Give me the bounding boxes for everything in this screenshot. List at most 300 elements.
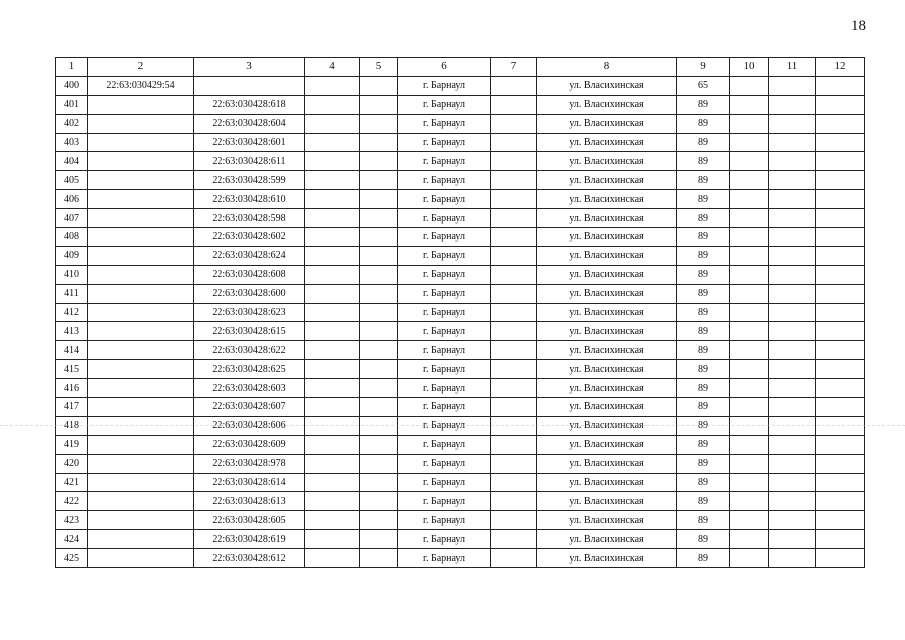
street-cell: ул. Власихинская — [537, 152, 677, 171]
land-cadastral-number-cell — [88, 284, 194, 303]
empty-cell — [305, 246, 360, 265]
city-cell: г. Барнаул — [398, 398, 491, 417]
city-cell: г. Барнаул — [398, 454, 491, 473]
empty-cell — [360, 209, 398, 228]
object-cadastral-number-cell: 22:63:030428:609 — [194, 435, 305, 454]
empty-cell — [491, 114, 537, 133]
empty-cell — [769, 246, 816, 265]
empty-cell — [816, 114, 865, 133]
empty-cell — [730, 530, 769, 549]
house-number-cell: 89 — [677, 152, 730, 171]
empty-cell — [491, 492, 537, 511]
house-number-cell: 89 — [677, 435, 730, 454]
empty-cell — [491, 416, 537, 435]
empty-cell — [360, 549, 398, 568]
empty-cell — [360, 511, 398, 530]
object-cadastral-number-cell: 22:63:030428:607 — [194, 398, 305, 417]
table-row — [56, 398, 865, 417]
land-cadastral-number-cell — [88, 265, 194, 284]
empty-cell — [769, 398, 816, 417]
empty-cell — [491, 435, 537, 454]
empty-cell — [491, 190, 537, 209]
street-cell: ул. Власихинская — [537, 133, 677, 152]
column-header: 4 — [305, 58, 360, 77]
empty-cell — [305, 265, 360, 284]
table-row — [56, 95, 865, 114]
empty-cell — [730, 360, 769, 379]
empty-cell — [769, 416, 816, 435]
empty-cell — [360, 530, 398, 549]
table-row — [56, 341, 865, 360]
row-number-cell: 419 — [56, 435, 88, 454]
object-cadastral-number-cell: 22:63:030428:600 — [194, 284, 305, 303]
empty-cell — [360, 435, 398, 454]
empty-cell — [816, 435, 865, 454]
row-number-cell: 414 — [56, 341, 88, 360]
row-number-cell: 424 — [56, 530, 88, 549]
empty-cell — [730, 416, 769, 435]
table-row — [56, 209, 865, 228]
empty-cell — [491, 171, 537, 190]
empty-cell — [360, 265, 398, 284]
empty-cell — [730, 76, 769, 95]
row-number-cell: 422 — [56, 492, 88, 511]
table-row — [56, 530, 865, 549]
empty-cell — [816, 209, 865, 228]
empty-cell — [305, 473, 360, 492]
table-row — [56, 171, 865, 190]
empty-cell — [730, 303, 769, 322]
object-cadastral-number-cell: 22:63:030428:603 — [194, 379, 305, 398]
empty-cell — [730, 473, 769, 492]
empty-cell — [769, 454, 816, 473]
empty-cell — [360, 416, 398, 435]
land-cadastral-number-cell — [88, 341, 194, 360]
object-cadastral-number-cell: 22:63:030428:599 — [194, 171, 305, 190]
empty-cell — [491, 322, 537, 341]
city-cell: г. Барнаул — [398, 530, 491, 549]
empty-cell — [305, 398, 360, 417]
city-cell: г. Барнаул — [398, 341, 491, 360]
table-row — [56, 190, 865, 209]
table-row — [56, 492, 865, 511]
row-number-cell: 421 — [56, 473, 88, 492]
empty-cell — [360, 379, 398, 398]
house-number-cell: 89 — [677, 511, 730, 530]
object-cadastral-number-cell: 22:63:030428:611 — [194, 152, 305, 171]
empty-cell — [730, 492, 769, 511]
empty-cell — [730, 454, 769, 473]
header-row — [56, 58, 865, 77]
street-cell: ул. Власихинская — [537, 454, 677, 473]
register-table — [55, 57, 865, 568]
house-number-cell: 89 — [677, 209, 730, 228]
table-row — [56, 360, 865, 379]
empty-cell — [491, 454, 537, 473]
row-number-cell: 417 — [56, 398, 88, 417]
empty-cell — [730, 152, 769, 171]
empty-cell — [491, 398, 537, 417]
row-number-cell: 411 — [56, 284, 88, 303]
city-cell: г. Барнаул — [398, 265, 491, 284]
empty-cell — [305, 228, 360, 247]
row-number-cell: 418 — [56, 416, 88, 435]
empty-cell — [360, 246, 398, 265]
table-row — [56, 133, 865, 152]
empty-cell — [305, 416, 360, 435]
land-cadastral-number-cell — [88, 549, 194, 568]
object-cadastral-number-cell: 22:63:030428:598 — [194, 209, 305, 228]
city-cell: г. Барнаул — [398, 303, 491, 322]
city-cell: г. Барнаул — [398, 360, 491, 379]
table-row — [56, 284, 865, 303]
column-header: 3 — [194, 58, 305, 77]
row-number-cell: 415 — [56, 360, 88, 379]
empty-cell — [730, 379, 769, 398]
column-header: 10 — [730, 58, 769, 77]
page-number: 18 — [851, 18, 866, 34]
street-cell: ул. Власихинская — [537, 95, 677, 114]
land-cadastral-number-cell — [88, 133, 194, 152]
street-cell: ул. Власихинская — [537, 303, 677, 322]
empty-cell — [305, 435, 360, 454]
table-body — [56, 76, 865, 567]
table-row — [56, 416, 865, 435]
empty-cell — [769, 360, 816, 379]
house-number-cell: 89 — [677, 416, 730, 435]
street-cell: ул. Власихинская — [537, 341, 677, 360]
house-number-cell: 89 — [677, 284, 730, 303]
column-header: 12 — [816, 58, 865, 77]
object-cadastral-number-cell: 22:63:030428:606 — [194, 416, 305, 435]
land-cadastral-number-cell — [88, 416, 194, 435]
house-number-cell: 89 — [677, 379, 730, 398]
house-number-cell: 89 — [677, 341, 730, 360]
empty-cell — [360, 171, 398, 190]
empty-cell — [305, 360, 360, 379]
city-cell: г. Барнаул — [398, 284, 491, 303]
street-cell: ул. Власихинская — [537, 114, 677, 133]
empty-cell — [816, 454, 865, 473]
city-cell: г. Барнаул — [398, 209, 491, 228]
street-cell: ул. Власихинская — [537, 228, 677, 247]
table-row — [56, 265, 865, 284]
object-cadastral-number-cell: 22:63:030428:610 — [194, 190, 305, 209]
empty-cell — [816, 152, 865, 171]
empty-cell — [816, 171, 865, 190]
empty-cell — [816, 492, 865, 511]
house-number-cell: 89 — [677, 530, 730, 549]
empty-cell — [360, 303, 398, 322]
house-number-cell: 89 — [677, 133, 730, 152]
row-number-cell: 420 — [56, 454, 88, 473]
city-cell: г. Барнаул — [398, 133, 491, 152]
object-cadastral-number-cell: 22:63:030428:601 — [194, 133, 305, 152]
empty-cell — [730, 435, 769, 454]
empty-cell — [816, 190, 865, 209]
land-cadastral-number-cell — [88, 322, 194, 341]
empty-cell — [305, 171, 360, 190]
empty-cell — [730, 322, 769, 341]
city-cell: г. Барнаул — [398, 473, 491, 492]
table-row — [56, 228, 865, 247]
empty-cell — [816, 473, 865, 492]
row-number-cell: 408 — [56, 228, 88, 247]
empty-cell — [491, 303, 537, 322]
empty-cell — [769, 379, 816, 398]
table-row — [56, 511, 865, 530]
column-header: 11 — [769, 58, 816, 77]
row-number-cell: 416 — [56, 379, 88, 398]
empty-cell — [730, 265, 769, 284]
row-number-cell: 413 — [56, 322, 88, 341]
empty-cell — [816, 303, 865, 322]
empty-cell — [769, 511, 816, 530]
object-cadastral-number-cell: 22:63:030428:625 — [194, 360, 305, 379]
land-cadastral-number-cell — [88, 209, 194, 228]
empty-cell — [491, 549, 537, 568]
house-number-cell: 89 — [677, 265, 730, 284]
empty-cell — [769, 341, 816, 360]
land-cadastral-number-cell — [88, 473, 194, 492]
house-number-cell: 89 — [677, 190, 730, 209]
empty-cell — [360, 114, 398, 133]
empty-cell — [730, 228, 769, 247]
row-number-cell: 425 — [56, 549, 88, 568]
house-number-cell: 89 — [677, 473, 730, 492]
house-number-cell: 89 — [677, 228, 730, 247]
house-number-cell: 89 — [677, 95, 730, 114]
city-cell: г. Барнаул — [398, 76, 491, 95]
street-cell: ул. Власихинская — [537, 190, 677, 209]
house-number-cell: 89 — [677, 549, 730, 568]
empty-cell — [769, 95, 816, 114]
empty-cell — [491, 511, 537, 530]
column-header: 5 — [360, 58, 398, 77]
table-row — [56, 549, 865, 568]
empty-cell — [769, 152, 816, 171]
empty-cell — [491, 473, 537, 492]
land-cadastral-number-cell — [88, 511, 194, 530]
empty-cell — [769, 549, 816, 568]
row-number-cell: 410 — [56, 265, 88, 284]
street-cell: ул. Власихинская — [537, 549, 677, 568]
empty-cell — [305, 284, 360, 303]
empty-cell — [360, 228, 398, 247]
empty-cell — [730, 114, 769, 133]
empty-cell — [730, 95, 769, 114]
land-cadastral-number-cell — [88, 379, 194, 398]
row-number-cell: 402 — [56, 114, 88, 133]
empty-cell — [360, 133, 398, 152]
land-cadastral-number-cell — [88, 171, 194, 190]
empty-cell — [491, 228, 537, 247]
house-number-cell: 89 — [677, 398, 730, 417]
house-number-cell: 89 — [677, 114, 730, 133]
land-cadastral-number-cell — [88, 246, 194, 265]
column-header: 2 — [88, 58, 194, 77]
city-cell: г. Барнаул — [398, 95, 491, 114]
land-cadastral-number-cell — [88, 435, 194, 454]
street-cell: ул. Власихинская — [537, 379, 677, 398]
table-row — [56, 303, 865, 322]
row-number-cell: 400 — [56, 76, 88, 95]
empty-cell — [360, 76, 398, 95]
house-number-cell: 65 — [677, 76, 730, 95]
table-row — [56, 114, 865, 133]
house-number-cell: 89 — [677, 322, 730, 341]
row-number-cell: 404 — [56, 152, 88, 171]
row-number-cell: 407 — [56, 209, 88, 228]
house-number-cell: 89 — [677, 303, 730, 322]
land-cadastral-number-cell — [88, 454, 194, 473]
empty-cell — [360, 190, 398, 209]
empty-cell — [816, 246, 865, 265]
empty-cell — [305, 549, 360, 568]
row-number-cell: 405 — [56, 171, 88, 190]
street-cell: ул. Власихинская — [537, 265, 677, 284]
table-row — [56, 152, 865, 171]
row-number-cell: 409 — [56, 246, 88, 265]
empty-cell — [360, 360, 398, 379]
object-cadastral-number-cell: 22:63:030428:978 — [194, 454, 305, 473]
object-cadastral-number-cell — [194, 76, 305, 95]
empty-cell — [816, 95, 865, 114]
empty-cell — [816, 322, 865, 341]
empty-cell — [816, 379, 865, 398]
column-header: 9 — [677, 58, 730, 77]
empty-cell — [491, 530, 537, 549]
empty-cell — [816, 284, 865, 303]
object-cadastral-number-cell: 22:63:030428:605 — [194, 511, 305, 530]
street-cell: ул. Власихинская — [537, 246, 677, 265]
city-cell: г. Барнаул — [398, 511, 491, 530]
table-row — [56, 435, 865, 454]
column-header: 7 — [491, 58, 537, 77]
empty-cell — [730, 398, 769, 417]
object-cadastral-number-cell: 22:63:030428:624 — [194, 246, 305, 265]
empty-cell — [816, 228, 865, 247]
empty-cell — [305, 492, 360, 511]
land-cadastral-number-cell — [88, 398, 194, 417]
object-cadastral-number-cell: 22:63:030428:622 — [194, 341, 305, 360]
object-cadastral-number-cell: 22:63:030428:613 — [194, 492, 305, 511]
row-number-cell: 403 — [56, 133, 88, 152]
empty-cell — [360, 398, 398, 417]
city-cell: г. Барнаул — [398, 171, 491, 190]
house-number-cell: 89 — [677, 454, 730, 473]
street-cell: ул. Власихинская — [537, 360, 677, 379]
empty-cell — [769, 303, 816, 322]
empty-cell — [769, 322, 816, 341]
empty-cell — [491, 76, 537, 95]
object-cadastral-number-cell: 22:63:030428:612 — [194, 549, 305, 568]
empty-cell — [816, 133, 865, 152]
empty-cell — [816, 549, 865, 568]
city-cell: г. Барнаул — [398, 492, 491, 511]
empty-cell — [730, 246, 769, 265]
empty-cell — [360, 473, 398, 492]
empty-cell — [730, 511, 769, 530]
street-cell: ул. Власихинская — [537, 322, 677, 341]
empty-cell — [769, 265, 816, 284]
street-cell: ул. Власихинская — [537, 416, 677, 435]
row-number-cell: 423 — [56, 511, 88, 530]
city-cell: г. Барнаул — [398, 190, 491, 209]
empty-cell — [305, 76, 360, 95]
table-row — [56, 379, 865, 398]
empty-cell — [816, 416, 865, 435]
empty-cell — [730, 341, 769, 360]
empty-cell — [816, 265, 865, 284]
house-number-cell: 89 — [677, 171, 730, 190]
empty-cell — [305, 530, 360, 549]
street-cell: ул. Власихинская — [537, 492, 677, 511]
empty-cell — [730, 209, 769, 228]
empty-cell — [360, 284, 398, 303]
empty-cell — [816, 76, 865, 95]
empty-cell — [769, 114, 816, 133]
empty-cell — [360, 152, 398, 171]
empty-cell — [491, 379, 537, 398]
land-cadastral-number-cell: 22:63:030429:54 — [88, 76, 194, 95]
empty-cell — [730, 549, 769, 568]
empty-cell — [769, 171, 816, 190]
city-cell: г. Барнаул — [398, 379, 491, 398]
empty-cell — [491, 209, 537, 228]
empty-cell — [769, 190, 816, 209]
empty-cell — [305, 133, 360, 152]
empty-cell — [491, 95, 537, 114]
land-cadastral-number-cell — [88, 190, 194, 209]
empty-cell — [360, 454, 398, 473]
empty-cell — [730, 171, 769, 190]
street-cell: ул. Власихинская — [537, 209, 677, 228]
house-number-cell: 89 — [677, 246, 730, 265]
city-cell: г. Барнаул — [398, 246, 491, 265]
city-cell: г. Барнаул — [398, 435, 491, 454]
empty-cell — [491, 133, 537, 152]
empty-cell — [360, 341, 398, 360]
column-header: 8 — [537, 58, 677, 77]
land-cadastral-number-cell — [88, 303, 194, 322]
empty-cell — [769, 473, 816, 492]
empty-cell — [769, 530, 816, 549]
land-cadastral-number-cell — [88, 492, 194, 511]
object-cadastral-number-cell: 22:63:030428:618 — [194, 95, 305, 114]
land-cadastral-number-cell — [88, 114, 194, 133]
empty-cell — [816, 398, 865, 417]
land-cadastral-number-cell — [88, 228, 194, 247]
city-cell: г. Барнаул — [398, 322, 491, 341]
house-number-cell: 89 — [677, 360, 730, 379]
empty-cell — [305, 341, 360, 360]
street-cell: ул. Власихинская — [537, 530, 677, 549]
land-cadastral-number-cell — [88, 152, 194, 171]
land-cadastral-number-cell — [88, 360, 194, 379]
street-cell: ул. Власихинская — [537, 171, 677, 190]
empty-cell — [769, 209, 816, 228]
empty-cell — [360, 95, 398, 114]
city-cell: г. Барнаул — [398, 416, 491, 435]
empty-cell — [305, 209, 360, 228]
column-header: 1 — [56, 58, 88, 77]
object-cadastral-number-cell: 22:63:030428:604 — [194, 114, 305, 133]
empty-cell — [769, 492, 816, 511]
object-cadastral-number-cell: 22:63:030428:614 — [194, 473, 305, 492]
street-cell: ул. Власихинская — [537, 511, 677, 530]
empty-cell — [769, 133, 816, 152]
